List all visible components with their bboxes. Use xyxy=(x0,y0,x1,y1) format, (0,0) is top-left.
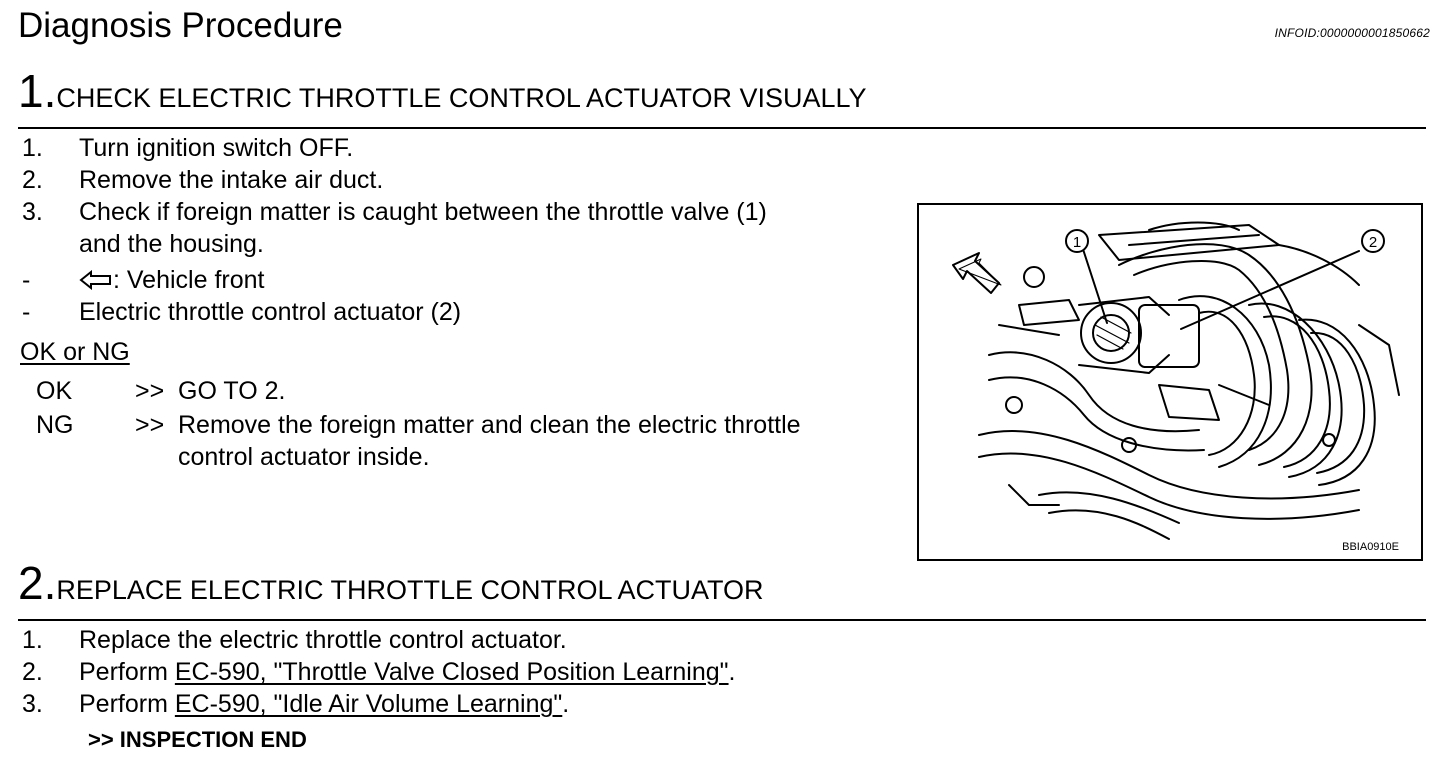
step1-number: 1. xyxy=(18,65,57,117)
item-number: 3. xyxy=(22,198,43,226)
legend-text: : Vehicle front xyxy=(79,264,264,296)
vehicle-front-arrow-icon xyxy=(79,270,113,290)
item-text: Replace the electric throttle control actuator. xyxy=(79,626,567,654)
step2-item xyxy=(22,656,1022,688)
legend-dash: - xyxy=(22,298,31,326)
legend-dash: - xyxy=(22,266,31,294)
link-idle-air-volume-learning[interactable]: EC-590, "Idle Air Volume Learning" xyxy=(174,690,563,718)
item-text: Turn ignition switch OFF. xyxy=(79,134,354,162)
step1-item xyxy=(22,196,902,228)
step2-heading-text: REPLACE ELECTRIC THROTTLE CONTROL ACTUATOR xyxy=(56,575,764,605)
item-number: 2. xyxy=(22,166,43,194)
legend-vehicle-front xyxy=(22,264,902,296)
item-number: 3. xyxy=(22,690,43,718)
legend-text: Electric throttle control actuator (2) xyxy=(79,298,462,326)
page-title: Diagnosis Procedure xyxy=(18,6,343,45)
result-key-ng: NG xyxy=(36,411,74,439)
step2-item xyxy=(22,688,1022,720)
item-text: Remove the intake air duct. xyxy=(79,166,384,194)
callout-2: 2 xyxy=(1368,234,1378,251)
item-number: 1. xyxy=(22,134,43,162)
step1-heading-text: CHECK ELECTRIC THROTTLE CONTROL ACTUATOR VISUALLY xyxy=(56,83,867,113)
throttle-actuator-illustration xyxy=(919,205,1421,559)
result-arrow: >> xyxy=(135,377,165,405)
legend-actuator xyxy=(22,296,902,328)
result-key-ok: OK xyxy=(36,377,73,405)
step2-number: 2. xyxy=(18,557,57,609)
step1-item xyxy=(22,228,902,260)
step2-heading xyxy=(18,556,764,610)
step1-divider xyxy=(18,127,1426,129)
link-throttle-valve-learning[interactable]: EC-590, "Throttle Valve Closed Position Learning" xyxy=(174,658,729,686)
result-arrow: >> xyxy=(135,411,165,439)
item-text: Perform EC-590, "Throttle Valve Closed Position Learning". xyxy=(79,658,736,686)
result-ng-text: Remove the foreign matter and clean the electric throttle xyxy=(178,411,801,439)
engine-figure xyxy=(917,203,1423,561)
result-label: OK or NG xyxy=(20,338,130,366)
step1-item xyxy=(22,132,902,164)
result-ng-text-cont: control actuator inside. xyxy=(178,443,430,471)
step1-heading xyxy=(18,64,867,118)
item-text: and the housing. xyxy=(79,230,264,258)
step2-divider xyxy=(18,619,1426,621)
step2-item xyxy=(22,624,1022,656)
figure-code: BBIA0910E xyxy=(1342,541,1399,553)
result-ok-text: GO TO 2. xyxy=(178,377,286,405)
inspection-end: >> INSPECTION END xyxy=(88,727,307,752)
item-number: 1. xyxy=(22,626,43,654)
item-text: Perform EC-590, "Idle Air Volume Learning". xyxy=(79,690,570,718)
item-text: Check if foreign matter is caught between the throttle valve (1) xyxy=(79,198,767,226)
info-id: INFOID:0000000001850662 xyxy=(1274,26,1430,40)
step1-item xyxy=(22,164,902,196)
item-number: 2. xyxy=(22,658,43,686)
callout-1: 1 xyxy=(1072,234,1082,251)
